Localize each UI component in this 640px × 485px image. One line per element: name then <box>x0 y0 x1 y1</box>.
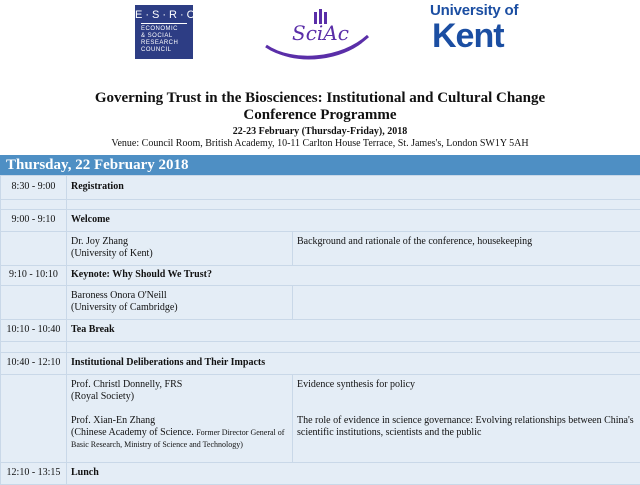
page-title: Governing Trust in the Biosciences: Institutional and Cultural Change <box>94 90 546 106</box>
speaker-affiliation: (University of Kent) <box>71 248 153 259</box>
table-row <box>1 342 640 353</box>
esrc-logo-rule <box>141 23 187 24</box>
sciac-logo <box>262 6 372 60</box>
session-title: Registration <box>67 176 640 200</box>
empty-cell <box>67 342 640 353</box>
empty-cell <box>1 375 67 463</box>
session-title: Lunch <box>67 463 640 485</box>
empty-cell <box>1 342 67 353</box>
speaker-name: Dr. Joy Zhang <box>71 236 128 247</box>
empty-cell <box>293 286 640 320</box>
table-row <box>1 286 640 320</box>
time-cell: 9:00 - 9:10 <box>1 210 67 232</box>
speaker-cell <box>67 375 293 463</box>
esrc-logo-line: RESEARCH <box>141 40 179 46</box>
time-cell: 12:10 - 13:15 <box>1 463 67 485</box>
esrc-logo <box>135 5 198 59</box>
time-cell: 8:30 - 9:00 <box>1 176 67 200</box>
speaker-note: Former Director General of Basic Research, Ministry of Science and Technology) <box>71 428 285 449</box>
speaker-affiliation-block <box>71 427 288 451</box>
page-subtitle: Conference Programme <box>243 107 397 123</box>
speaker-name: Baroness Onora O'Neill <box>71 290 167 301</box>
topic-text: Evidence synthesis for policy <box>297 379 416 390</box>
topic-cell: Background and rationale of the conference, housekeeping <box>293 232 640 266</box>
table-row <box>1 375 640 463</box>
kent-logo-line2: Kent <box>432 17 504 55</box>
session-title: Welcome <box>67 210 640 232</box>
schedule-table <box>0 175 640 485</box>
sciac-logo-graphic <box>262 6 372 60</box>
speaker-affiliation: (Royal Society) <box>71 391 135 402</box>
esrc-logo-line: ECONOMIC <box>141 26 178 32</box>
time-cell: 10:10 - 10:40 <box>1 320 67 342</box>
speaker-name: Prof. Christl Donnelly, FRS <box>71 379 183 390</box>
session-title: Keynote: Why Should We Trust? <box>67 266 640 286</box>
empty-cell <box>1 200 67 210</box>
speaker-affiliation: (University of Cambridge) <box>71 302 178 313</box>
session-title: Institutional Deliberations and Their Impacts <box>67 353 640 375</box>
table-row <box>1 210 640 232</box>
time-cell: 10:40 - 12:10 <box>1 353 67 375</box>
empty-cell <box>67 200 640 210</box>
empty-cell <box>1 232 67 266</box>
table-row <box>1 266 640 286</box>
esrc-logo-line: & SOCIAL <box>141 33 173 39</box>
speaker-cell <box>67 286 293 320</box>
table-row <box>1 232 640 266</box>
speaker-affiliation: (Chinese Academy of Science. <box>71 427 194 438</box>
conference-venue: Venue: Council Room, British Academy, 10-11 Carlton House Terrace, St. James's, London SW1Y 5AH <box>111 138 529 149</box>
table-row <box>1 320 640 342</box>
topic-text: The role of evidence in science governance: Evolving relationships between China's scientific institutions, scientists and the public <box>297 415 634 438</box>
sciac-logo-text: SciAc <box>292 21 349 45</box>
table-row <box>1 200 640 210</box>
time-cell: 9:10 - 10:10 <box>1 266 67 286</box>
kent-logo-line1: University of <box>430 2 519 19</box>
speaker-cell <box>67 232 293 266</box>
esrc-logo-line: COUNCIL <box>141 47 172 53</box>
table-row <box>1 353 640 375</box>
table-row <box>1 176 640 200</box>
speaker-name: Prof. Xian-En Zhang <box>71 415 156 426</box>
kent-logo <box>430 2 520 58</box>
day-heading: Thursday, 22 February 2018 <box>0 155 640 175</box>
topic-cell <box>293 375 640 463</box>
empty-cell <box>1 286 67 320</box>
table-row <box>1 463 640 485</box>
session-title: Tea Break <box>67 320 640 342</box>
conference-dates: 22-23 February (Thursday-Friday), 2018 <box>232 126 408 137</box>
esrc-logo-top: E·S·R·C <box>135 9 198 21</box>
